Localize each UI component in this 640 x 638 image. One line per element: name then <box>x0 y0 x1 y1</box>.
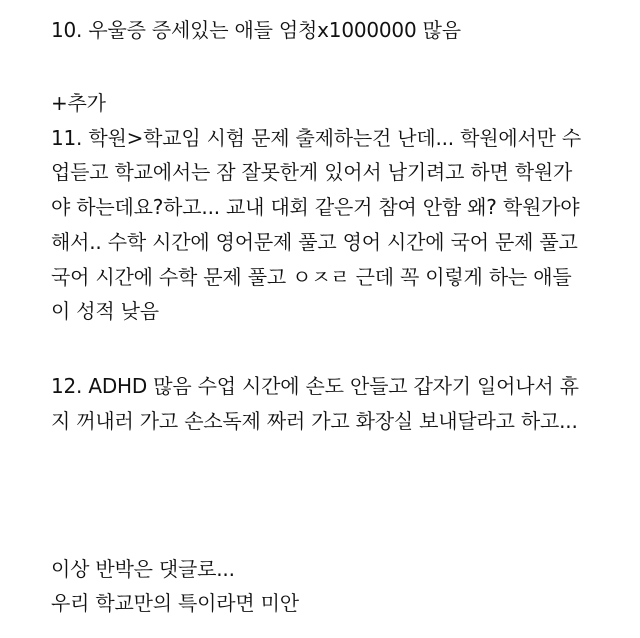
item-11-line-1: 11. 학원>학교임 시험 문제 출제하는건 난데... 학원에서만 수 <box>51 126 581 150</box>
item-11-line-5: 국어 시간에 수학 문제 풀고 ㅇㅈㄹ 근데 꼭 이렇게 하는 애들 <box>51 265 572 289</box>
item-10-line: 10. 우울증 증세있는 애들 엄청x1000000 많음 <box>51 18 461 42</box>
item-12-line-2: 지 꺼내러 가고 손소독제 짜러 가고 화장실 보내달라고 하고... <box>51 409 578 433</box>
addition-heading: +추가 <box>51 91 106 115</box>
item-11-line-2: 업듣고 학교에서는 잠 잘못한게 있어서 남기려고 하면 학원가 <box>51 160 573 184</box>
item-12-line-1: 12. ADHD 많음 수업 시간에 손도 안들고 갑자기 일어나서 휴 <box>51 374 579 398</box>
item-11-line-3: 야 하는데요?하고... 교내 대회 같은거 참여 안함 왜? 학원가야 <box>51 195 580 219</box>
item-11-line-6: 이 성적 낮음 <box>51 299 159 323</box>
item-11-line-4: 해서.. 수학 시간에 영어문제 풀고 영어 시간에 국어 문제 풀고 <box>51 230 578 254</box>
closing-line-2: 우리 학교만의 특이라면 미안 <box>51 591 299 615</box>
closing-line-1: 이상 반박은 댓글로... <box>51 557 235 581</box>
